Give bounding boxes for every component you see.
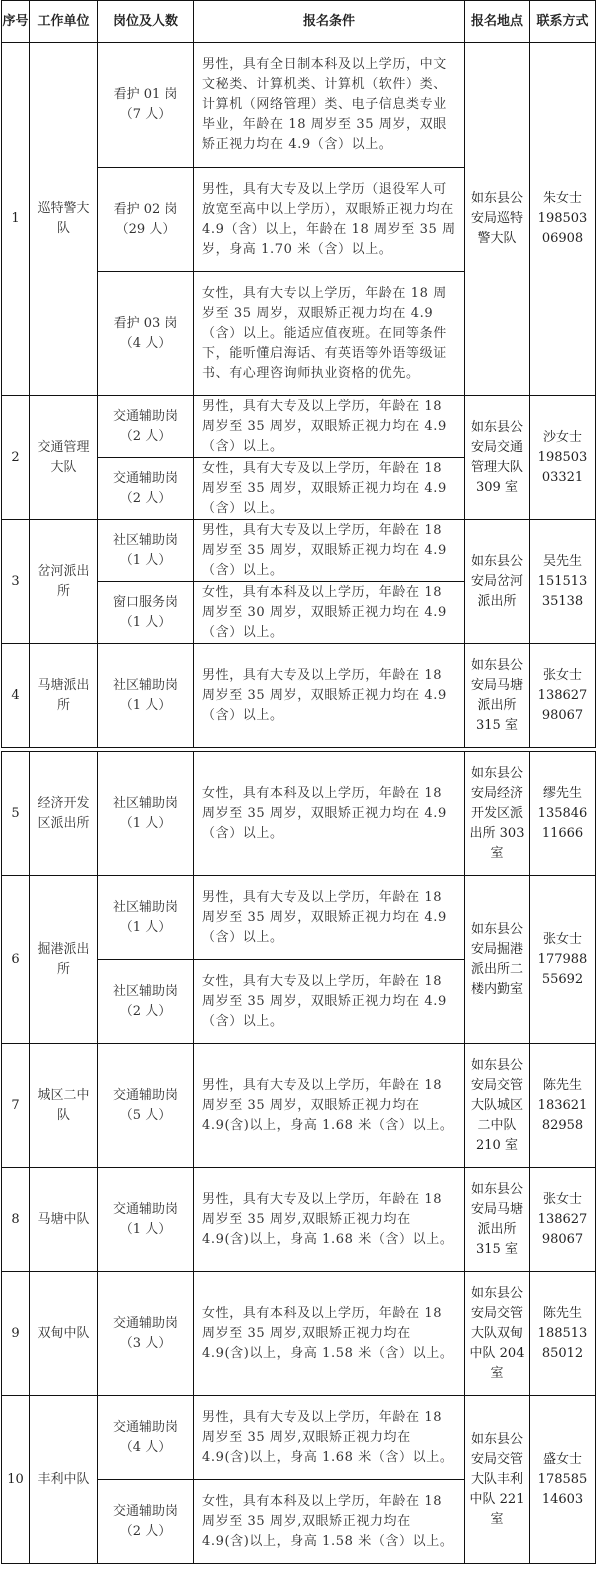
registration-location-text: 如东县公安局交管大队双甸中队 204 室	[469, 1285, 525, 1381]
position-title: 社区辅助岗	[112, 532, 178, 548]
conditions-cell-text: 女性，具有大专及以上学历，年龄在 18 周岁至 35 周岁，双眼矫正视力均在 4.9（含）以上。	[202, 460, 447, 516]
row-number-text: 4	[11, 687, 20, 703]
position-count: （1 人）	[119, 919, 172, 935]
table-row	[2, 876, 596, 960]
contact-phone: 135846	[537, 805, 588, 821]
row-number-text: 8	[11, 1211, 20, 1227]
position-cell	[98, 1480, 194, 1564]
registration-location	[465, 1396, 530, 1564]
position-count: （1 人）	[119, 614, 172, 630]
contact-phone: 178585	[537, 1471, 588, 1487]
position-cell	[98, 168, 194, 272]
row-number	[2, 1396, 30, 1564]
position-count: （2 人）	[119, 1003, 172, 1019]
conditions-cell-text: 男性，具有大专及以上学历，年龄在 18 周岁至 35 周岁，双眼矫正视力均在 4.9（含）以上。	[202, 398, 447, 454]
conditions-cell-text: 男性，具有大专及以上学历，年龄在 18 周岁至 35 周岁，双眼矫正视力均在 4.9（含）以上。	[202, 889, 447, 945]
registration-location-text: 如东县公安局马塘派出所 315 室	[470, 1181, 523, 1257]
row-number	[2, 396, 30, 520]
registration-location	[465, 644, 530, 748]
contact-phone: 55692	[541, 971, 584, 987]
conditions-cell	[194, 458, 465, 520]
conditions-cell	[194, 1396, 465, 1480]
position-title: 交通辅助岗	[112, 408, 178, 424]
conditions-cell-text: 男性，具有大专及以上学历，年龄在 18 周岁至 35 周岁，双眼矫正视力均在 4.9（含）以上。	[202, 667, 447, 723]
contact-phone: 35138	[541, 593, 584, 609]
position-cell	[98, 582, 194, 644]
contact-phone: 198503	[537, 449, 588, 465]
position-cell	[98, 1044, 194, 1168]
conditions-cell	[194, 1480, 465, 1564]
contact-name: 张女士	[542, 1191, 582, 1207]
registration-location-text: 如东县公安局经济开发区派出所 303 室	[469, 765, 525, 861]
position-title: 交通辅助岗	[112, 1315, 178, 1331]
contact-phone: 03321	[541, 469, 584, 485]
registration-location-text: 如东县公安局交通管理大队 309 室	[470, 419, 523, 495]
conditions-cell-text: 男性，具有大专及以上学历，年龄在 18 周岁至 35 周岁,双眼矫正视力均在 4.9(含)以上，身高 1.68 米（含）以上。	[202, 1191, 454, 1247]
conditions-cell	[194, 1272, 465, 1396]
row-number	[2, 644, 30, 748]
position-title: 交通辅助岗	[112, 1201, 178, 1217]
contact-name: 吴先生	[542, 553, 582, 569]
conditions-cell	[194, 876, 465, 960]
work-unit-text: 双甸中队	[37, 1325, 90, 1341]
position-count: （7 人）	[119, 107, 172, 122]
registration-location	[465, 876, 530, 1044]
registration-location-text: 如东县公安局岔河派出所	[470, 553, 523, 609]
conditions-cell-text: 男性，具有大专及以上学历，年龄在 18 周岁至 35 周岁，双眼矫正视力均在 4.9(含)以上，身高 1.68 米（含）以上。	[202, 1077, 454, 1133]
table-row	[2, 1044, 596, 1168]
contact-name: 陈先生	[542, 1305, 582, 1321]
registration-location	[465, 43, 530, 396]
contact-name: 张女士	[542, 667, 582, 683]
registration-location-text: 如东县公安局巡特警大队	[470, 191, 523, 246]
row-number-text: 9	[11, 1325, 20, 1341]
registration-location-text: 如东县公安局交管大队丰利中队 221 室	[469, 1431, 525, 1527]
table-row	[2, 1168, 596, 1272]
conditions-cell-text: 女性，具有大专以上学历，年龄在 18 周岁至 35 周岁，双眼矫正视力均在 4.9（含）以上。能适应值夜班。在同等条件下，能听懂启海话、有英语等外语等级证书、有心理咨询师执业资格的优先。	[202, 285, 447, 381]
row-number	[2, 1044, 30, 1168]
conditions-cell-text: 女性，具有本科及以上学历，年龄在 18 周岁至 35 周岁，双眼矫正视力均在 4.9（含）以上。	[202, 785, 447, 841]
contact-phone: 14603	[541, 1491, 584, 1507]
conditions-cell	[194, 582, 465, 644]
table-row	[2, 752, 596, 876]
registration-location	[465, 752, 530, 876]
header-no: 序号	[2, 1, 30, 43]
conditions-cell-text: 男性，具有全日制本科及以上学历，中文文秘类、计算机类、计算机（软件）类、计算机（网络管理）类、电子信息类专业毕业，年龄在 18 周岁至 35 周岁，双眼矫正视力均在 4.9（含）以上。	[202, 57, 447, 152]
conditions-cell-text: 男性，具有大专及以上学历（退役军人可放宽至高中以上学历），双眼矫正视力均在 4.9（含）以上，年龄在 18 周岁至 35 周岁，身高 1.70 米（含）以上。	[202, 181, 456, 257]
table-row	[2, 644, 596, 748]
conditions-cell-text: 女性，具有本科及以上学历，年龄在 18 周岁至 35 周岁,双眼矫正视力均在 4.9(含)以上，身高 1.58 米（含）以上。	[202, 1305, 454, 1361]
contact-phone: 98067	[541, 1231, 584, 1247]
position-title: 社区辅助岗	[112, 983, 178, 999]
position-cell	[98, 1168, 194, 1272]
conditions-cell	[194, 43, 465, 168]
work-unit-text: 丰利中队	[37, 1471, 90, 1487]
position-cell	[98, 396, 194, 458]
position-cell	[98, 752, 194, 876]
position-count: （4 人）	[119, 1439, 172, 1455]
header-contact: 联系方式	[530, 1, 596, 43]
table-body	[2, 43, 596, 1564]
position-cell	[98, 272, 194, 396]
conditions-cell-text: 女性，具有本科及以上学历，年龄在 18 周岁至 30 周岁，双眼矫正视力均在 4.9（含）以上。	[202, 584, 447, 640]
registration-location	[465, 396, 530, 520]
work-unit	[30, 644, 98, 748]
row-number-text: 3	[11, 573, 20, 589]
work-unit-text: 马塘派出所	[37, 677, 90, 713]
work-unit	[30, 1396, 98, 1564]
conditions-cell	[194, 396, 465, 458]
work-unit	[30, 1272, 98, 1396]
contact-cell	[530, 1044, 596, 1168]
recruitment-table	[1, 0, 596, 1564]
header-position: 岗位及人数	[98, 1, 194, 43]
position-count: （1 人）	[119, 815, 172, 831]
row-number	[2, 876, 30, 1044]
contact-name: 沙女士	[542, 429, 582, 445]
position-cell	[98, 458, 194, 520]
position-count: （1 人）	[119, 697, 172, 713]
row-number-text: 5	[11, 805, 20, 821]
position-count: （1 人）	[119, 552, 172, 568]
position-count: （5 人）	[119, 1107, 172, 1123]
position-cell	[98, 1272, 194, 1396]
contact-name: 陈先生	[542, 1077, 582, 1093]
conditions-cell-text: 女性，具有本科及以上学历，年龄在 18 周岁至 35 周岁,双眼矫正视力均在 4.9(含)以上，身高 1.58 米（含）以上。	[202, 1493, 454, 1549]
conditions-cell	[194, 520, 465, 582]
contact-phone: 198503	[537, 211, 588, 226]
registration-location	[465, 1272, 530, 1396]
header-location: 报名地点	[465, 1, 530, 43]
work-unit-text: 经济开发区派出所	[37, 795, 90, 831]
row-number-text: 10	[7, 1471, 24, 1487]
position-count: （2 人）	[119, 428, 172, 444]
work-unit-text: 岔河派出所	[37, 563, 90, 599]
position-title: 交通辅助岗	[112, 1419, 178, 1435]
row-number-text: 2	[11, 449, 20, 465]
table-row	[2, 396, 596, 458]
contact-phone: 98067	[541, 707, 584, 723]
contact-phone: 82958	[541, 1117, 584, 1133]
contact-name: 张女士	[542, 931, 582, 947]
row-number	[2, 752, 30, 876]
row-number-text: 7	[11, 1097, 20, 1113]
registration-location-text: 如东县公安局交管大队城区二中队 210 室	[470, 1057, 523, 1153]
work-unit-text: 巡特警大队	[37, 201, 90, 236]
registration-location-text: 如东县公安局掘港派出所二楼内勤室	[470, 921, 523, 997]
work-unit	[30, 876, 98, 1044]
position-count: （1 人）	[119, 1221, 172, 1237]
position-cell	[98, 1396, 194, 1480]
position-cell	[98, 644, 194, 748]
conditions-cell	[194, 1168, 465, 1272]
work-unit	[30, 520, 98, 644]
position-title: 社区辅助岗	[112, 795, 178, 811]
registration-location	[465, 1044, 530, 1168]
contact-cell	[530, 876, 596, 1044]
position-title: 交通辅助岗	[112, 1503, 178, 1519]
position-count: （2 人）	[119, 1523, 172, 1539]
position-title: 交通辅助岗	[112, 1087, 178, 1103]
row-number	[2, 1272, 30, 1396]
conditions-cell	[194, 168, 465, 272]
conditions-cell	[194, 272, 465, 396]
position-count: （2 人）	[119, 490, 172, 506]
position-cell	[98, 520, 194, 582]
conditions-cell	[194, 752, 465, 876]
header-row	[2, 1, 596, 43]
position-count: （29 人）	[115, 221, 176, 237]
position-title: 社区辅助岗	[112, 677, 178, 693]
contact-phone: 11666	[541, 825, 584, 841]
conditions-cell	[194, 960, 465, 1044]
contact-phone: 06908	[541, 231, 584, 246]
header-conditions: 报名条件	[194, 1, 465, 43]
registration-location	[465, 1168, 530, 1272]
row-number	[2, 43, 30, 396]
contact-cell	[530, 43, 596, 396]
contact-phone: 138627	[537, 1211, 588, 1227]
position-count: （4 人）	[119, 335, 172, 351]
contact-cell	[530, 644, 596, 748]
conditions-cell	[194, 644, 465, 748]
work-unit-text: 城区二中队	[37, 1087, 90, 1123]
row-number-text: 1	[11, 211, 20, 226]
contact-cell	[530, 396, 596, 520]
position-title: 社区辅助岗	[112, 899, 178, 915]
position-count: （3 人）	[119, 1335, 172, 1351]
table-row	[2, 520, 596, 582]
contact-name: 盛女士	[542, 1451, 582, 1467]
contact-phone: 138627	[537, 687, 588, 703]
conditions-cell-text: 男性，具有大专及以上学历，年龄在 18 周岁至 35 周岁，双眼矫正视力均在 4.9（含）以上。	[202, 522, 447, 578]
contact-phone: 151513	[537, 573, 588, 589]
contact-phone: 183621	[537, 1097, 588, 1113]
position-title: 窗口服务岗	[112, 594, 178, 610]
table-row	[2, 1396, 596, 1480]
conditions-cell	[194, 1044, 465, 1168]
conditions-cell-text: 女性，具有大专及以上学历，年龄在 18 周岁至 35 周岁，双眼矫正视力均在 4.9（含）以上。	[202, 973, 447, 1029]
work-unit	[30, 752, 98, 876]
work-unit	[30, 396, 98, 520]
contact-phone: 85012	[541, 1345, 584, 1361]
conditions-cell-text: 男性，具有大专及以上学历，年龄在 18 周岁至 35 周岁,双眼矫正视力均在 4.9(含)以上，身高 1.68 米（含）以上。	[202, 1409, 454, 1465]
work-unit	[30, 1168, 98, 1272]
work-unit	[30, 43, 98, 396]
position-title: 看护 01 岗	[113, 87, 178, 102]
work-unit-text: 交通管理大队	[37, 439, 90, 475]
contact-phone: 188513	[537, 1325, 588, 1341]
registration-location-text: 如东县公安局马塘派出所 315 室	[470, 657, 523, 733]
contact-cell	[530, 1272, 596, 1396]
row-number-text: 6	[11, 951, 20, 967]
contact-name: 朱女士	[542, 191, 582, 206]
work-unit-text: 马塘中队	[37, 1211, 90, 1227]
contact-name: 缪先生	[542, 785, 582, 801]
row-number	[2, 520, 30, 644]
contact-cell	[530, 1396, 596, 1564]
work-unit	[30, 1044, 98, 1168]
contact-cell	[530, 752, 596, 876]
position-cell	[98, 876, 194, 960]
position-title: 看护 03 岗	[113, 315, 178, 331]
table-row	[2, 1272, 596, 1396]
registration-location	[465, 520, 530, 644]
contact-cell	[530, 1168, 596, 1272]
position-title: 交通辅助岗	[112, 470, 178, 486]
table-row	[2, 43, 596, 168]
work-unit-text: 掘港派出所	[37, 941, 90, 977]
position-cell	[98, 43, 194, 168]
contact-cell	[530, 520, 596, 644]
position-title: 看护 02 岗	[113, 201, 178, 217]
contact-phone: 177988	[537, 951, 588, 967]
position-cell	[98, 960, 194, 1044]
row-number	[2, 1168, 30, 1272]
header-unit: 工作单位	[30, 1, 98, 43]
